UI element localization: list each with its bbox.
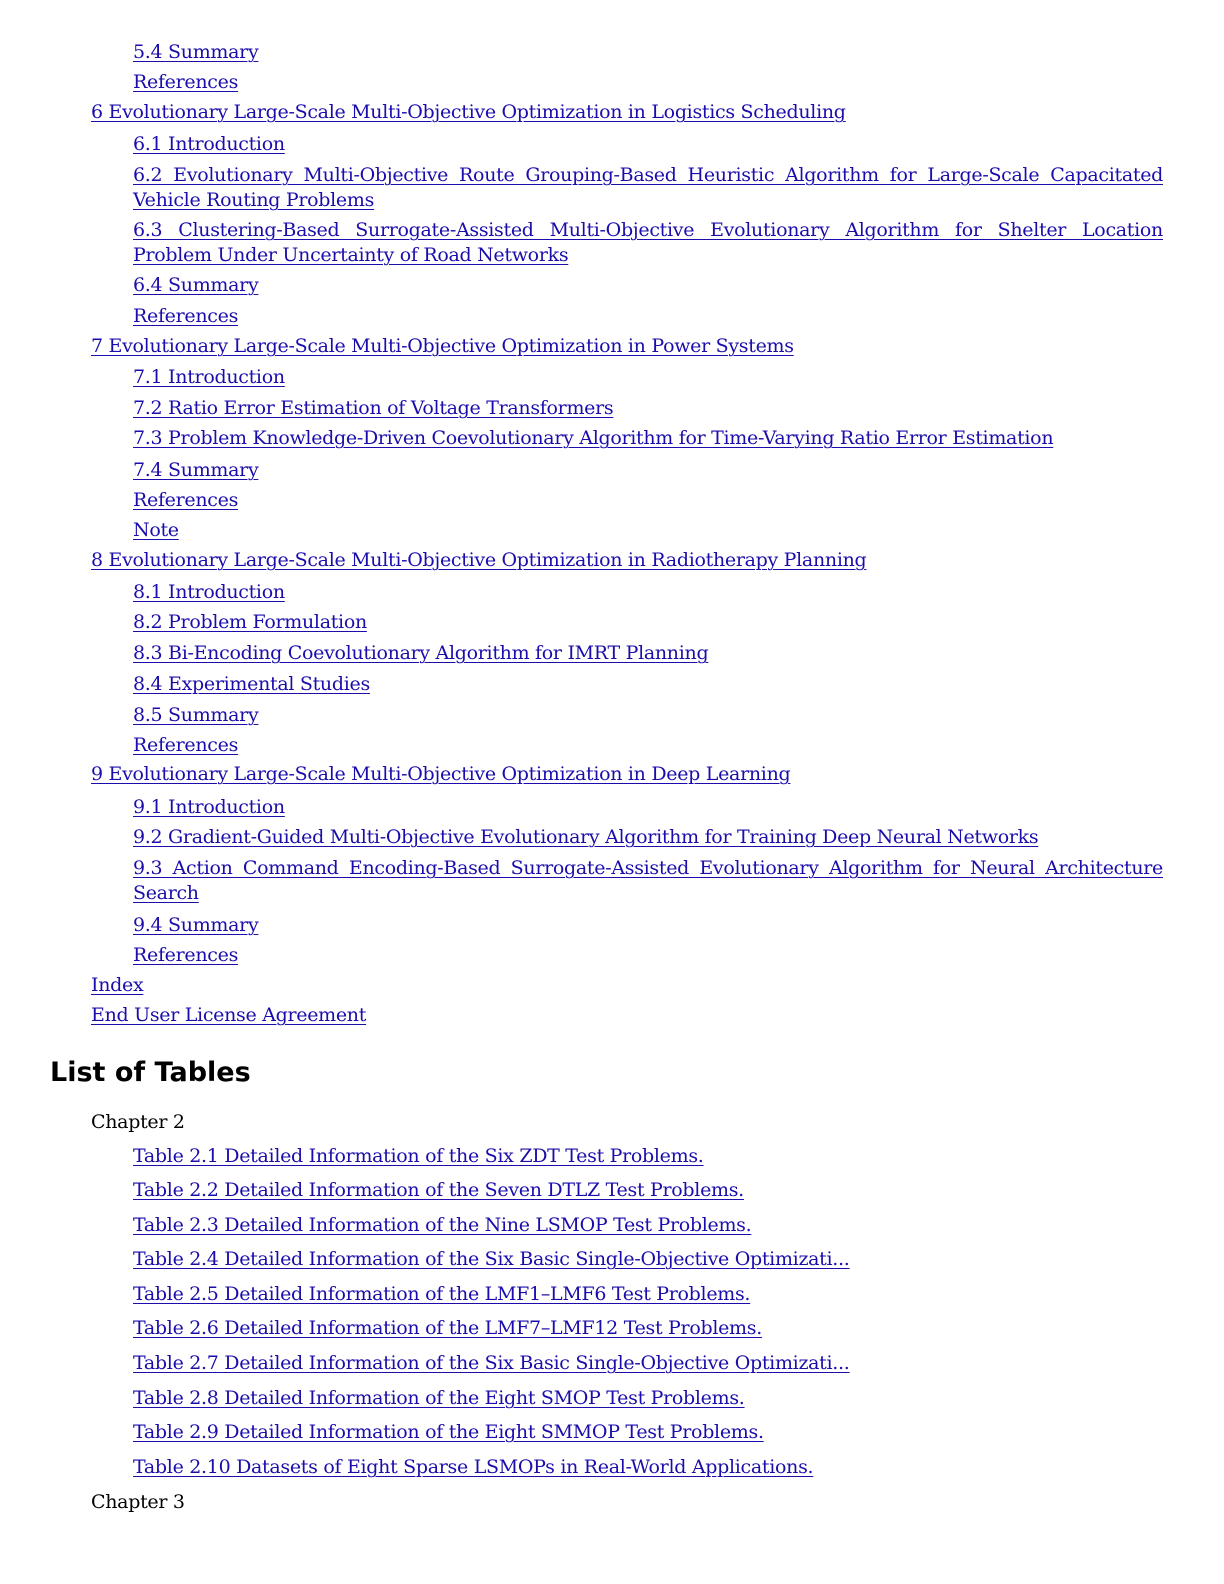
chapter-label: Chapter 3: [91, 1491, 185, 1513]
toc-link-9-4-summary[interactable]: 9.4 Summary: [133, 914, 259, 936]
toc-link-6-4-summary[interactable]: 6.4 Summary: [133, 274, 259, 296]
toc-link-8-2-problem-formulation[interactable]: 8.2 Problem Formulation: [133, 611, 367, 633]
table-link-2-10[interactable]: Table 2.10 Datasets of Eight Sparse LSMOPs in Real-World Applications.: [133, 1456, 814, 1478]
toc-link-references[interactable]: References: [133, 944, 239, 966]
table-link-2-1[interactable]: Table 2.1 Detailed Information of the Six ZDT Test Problems.: [133, 1145, 704, 1167]
toc-link-7-3[interactable]: 7.3 Problem Knowledge-Driven Coevolutionary Algorithm for Time-Varying Ratio Error Estimation: [133, 427, 1054, 449]
table-link-2-5[interactable]: Table 2.5 Detailed Information of the LMF1–LMF6 Test Problems.: [133, 1283, 751, 1305]
toc-link-6-1-introduction[interactable]: 6.1 Introduction: [133, 133, 285, 155]
toc-link-9-1-introduction[interactable]: 9.1 Introduction: [133, 796, 285, 818]
toc-link-8-1-introduction[interactable]: 8.1 Introduction: [133, 581, 285, 603]
table-link-2-6[interactable]: Table 2.6 Detailed Information of the LMF7–LMF12 Test Problems.: [133, 1317, 762, 1339]
toc-link-8-3[interactable]: 8.3 Bi-Encoding Coevolutionary Algorithm for IMRT Planning: [133, 642, 709, 664]
chapter-label: Chapter 2: [91, 1111, 185, 1133]
table-link-2-4[interactable]: Table 2.4 Detailed Information of the Six Basic Single-Objective Optimizati...: [133, 1248, 850, 1270]
toc-link-references[interactable]: References: [133, 305, 239, 327]
list-of-tables-heading: List of Tables: [50, 1057, 251, 1088]
toc-link-8-5-summary[interactable]: 8.5 Summary: [133, 704, 259, 726]
toc-link-7-1-introduction[interactable]: 7.1 Introduction: [133, 366, 285, 388]
table-link-2-7[interactable]: Table 2.7 Detailed Information of the Six Basic Single-Objective Optimizati...: [133, 1352, 850, 1374]
toc-link-chapter-8[interactable]: 8 Evolutionary Large-Scale Multi-Objective Optimization in Radiotherapy Planning: [91, 549, 867, 571]
toc-link-5-4-summary[interactable]: 5.4 Summary: [133, 41, 259, 63]
table-link-2-3[interactable]: Table 2.3 Detailed Information of the Nine LSMOP Test Problems.: [133, 1214, 752, 1236]
toc-link-index[interactable]: Index: [91, 974, 144, 996]
toc-link-6-3[interactable]: 6.3 Clustering-Based Surrogate-Assisted Multi-Objective Evolutionary Algorithm for Shelter Location Problem Under Uncertainty of Road Networks: [133, 219, 1163, 266]
toc-link-references[interactable]: References: [133, 489, 239, 511]
toc-link-references[interactable]: References: [133, 734, 239, 756]
table-link-2-9[interactable]: Table 2.9 Detailed Information of the Eight SMMOP Test Problems.: [133, 1421, 764, 1443]
toc-link-9-2[interactable]: 9.2 Gradient-Guided Multi-Objective Evolutionary Algorithm for Training Deep Neural Networks: [133, 826, 1039, 848]
toc-link-chapter-6[interactable]: 6 Evolutionary Large-Scale Multi-Objective Optimization in Logistics Scheduling: [91, 101, 846, 123]
table-link-2-2[interactable]: Table 2.2 Detailed Information of the Seven DTLZ Test Problems.: [133, 1179, 744, 1201]
toc-link-eula[interactable]: End User License Agreement: [91, 1004, 367, 1026]
toc-link-9-3[interactable]: 9.3 Action Command Encoding-Based Surrogate-Assisted Evolutionary Algorithm for Neural Architecture Search: [133, 857, 1163, 904]
toc-link-note[interactable]: Note: [133, 519, 179, 541]
toc-link-6-2[interactable]: 6.2 Evolutionary Multi-Objective Route Grouping-Based Heuristic Algorithm for Large-Scale Capacitated Vehicle Routing Problems: [133, 164, 1163, 211]
table-link-2-8[interactable]: Table 2.8 Detailed Information of the Eight SMOP Test Problems.: [133, 1387, 745, 1409]
toc-link-chapter-9[interactable]: 9 Evolutionary Large-Scale Multi-Objective Optimization in Deep Learning: [91, 763, 791, 785]
toc-link-7-2[interactable]: 7.2 Ratio Error Estimation of Voltage Transformers: [133, 397, 614, 419]
toc-link-7-4-summary[interactable]: 7.4 Summary: [133, 459, 259, 481]
toc-link-references[interactable]: References: [133, 71, 239, 93]
toc-link-chapter-7[interactable]: 7 Evolutionary Large-Scale Multi-Objective Optimization in Power Systems: [91, 335, 794, 357]
toc-link-8-4-experimental-studies[interactable]: 8.4 Experimental Studies: [133, 673, 370, 695]
